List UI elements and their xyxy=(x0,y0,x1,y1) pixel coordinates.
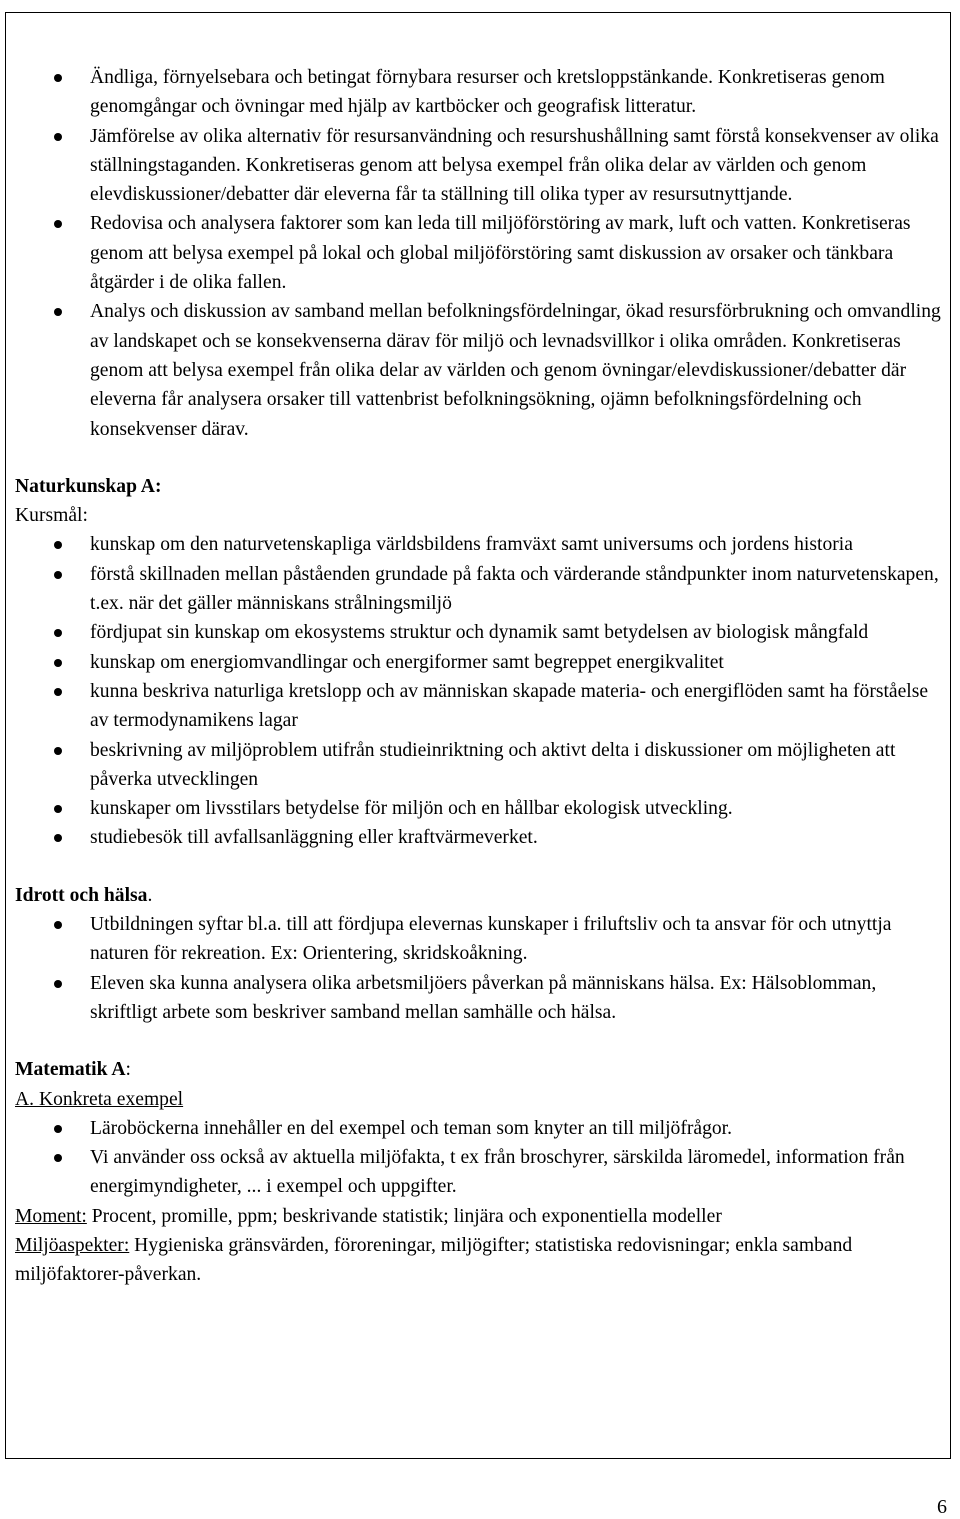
list-item: kunskap om energiomvandlingar och energiformer samt begreppet energikvalitet xyxy=(15,648,945,677)
bullet-icon xyxy=(54,834,62,842)
bullet-icon xyxy=(54,541,62,549)
bullet-icon xyxy=(54,747,62,755)
list-item: Läroböckerna innehåller en del exempel och teman som knyter an till miljöfrågor. xyxy=(15,1114,945,1143)
idrott-bullet-list xyxy=(15,910,945,1027)
bullet-icon xyxy=(54,1125,62,1133)
page-number: 6 xyxy=(937,1496,947,1518)
bullet-icon xyxy=(54,220,62,228)
matematik-bullet-list xyxy=(15,1114,945,1202)
intro-bullet-list xyxy=(15,63,945,444)
list-item: Eleven ska kunna analysera olika arbetsmiljöers påverkan på människans hälsa. Ex: Hälsoblomman, skriftligt arbete som beskriver samband mellan samhälle och hälsa. xyxy=(15,969,945,1028)
bullet-icon xyxy=(54,980,62,988)
bullet-icon xyxy=(54,805,62,813)
list-item: förstå skillnaden mellan påståenden grundade på fakta och värderande ståndpunkter inom naturvetenskapen, t.ex. när det gäller människans strålningsmiljö xyxy=(15,560,945,619)
list-item: kunskaper om livsstilars betydelse för miljön och en hållbar ekologisk utveckling. xyxy=(15,794,945,823)
bullet-icon xyxy=(54,308,62,316)
idrott-heading: Idrott och hälsa. xyxy=(15,884,153,906)
list-item: Utbildningen syftar bl.a. till att fördjupa elevernas kunskaper i friluftsliv och ta ansvar för och utnyttja naturen för rekreation. Ex: Orientering, skridskoåkning. xyxy=(15,910,945,969)
list-item: kunskap om den naturvetenskapliga världsbildens framväxt samt universums och jordens historia xyxy=(15,530,945,559)
naturkunskap-bullet-list xyxy=(15,530,945,852)
bullet-icon xyxy=(54,688,62,696)
list-item: Redovisa och analysera faktorer som kan leda till miljöförstöring av mark, luft och vatten. Konkretiseras genom att belysa exempel på lokal och global miljöförstöring samt diskussion av orsaker och tänkbara åtgärder i de olika fallen. xyxy=(15,209,945,297)
list-item: Ändliga, förnyelsebara och betingat förnybara resurser och kretsloppstänkande. Konkretiseras genom genomgångar och övningar med hjälp av kartböcker och geografisk litteratur. xyxy=(15,63,945,122)
list-item: Vi använder oss också av aktuella miljöfakta, t ex från broschyrer, särskilda läromedel, information från energimyndigheter, ... i exempel och uppgifter. xyxy=(15,1143,945,1202)
bullet-icon xyxy=(54,133,62,141)
konkreta-exempel-subheading: A. Konkreta exempel xyxy=(15,1088,184,1110)
bullet-icon xyxy=(54,74,62,82)
list-item: Analys och diskussion av samband mellan befolkningsfördelningar, ökad resursförbrukning och omvandling av landskapet och se konsekvenserna därav för miljö och levnadsvillkor i olika områden. Konkretiseras genom att belysa exempel från olika delar av världen och genom övningar/elevdiskussioner/debatter där eleverna får analysera orsaker till vattenbrist befolkningsökning, ojämn befolkningsfördelning och konsekvenser därav. xyxy=(15,297,945,443)
bullet-icon xyxy=(54,921,62,929)
document-content xyxy=(15,63,945,1290)
bullet-icon xyxy=(54,629,62,637)
list-item: Jämförelse av olika alternativ för resursanvändning och resurshushållning samt förstå konsekvenser av olika ställningstaganden. Konkretiseras genom att belysa exempel från olika delar av världen och genom elevdiskussioner/debatter där eleverna får ta ställning till olika typer av resursutnyttjande. xyxy=(15,122,945,210)
kursmal-subheading: Kursmål: xyxy=(15,505,88,527)
matematik-heading: Matematik A: xyxy=(15,1059,131,1081)
list-item: beskrivning av miljöproblem utifrån studieinriktning och aktivt delta i diskussioner om möjligheten att påverka utvecklingen xyxy=(15,736,945,795)
bullet-icon xyxy=(54,1154,62,1162)
naturkunskap-heading: Naturkunskap A: xyxy=(15,475,162,497)
miljoaspekter-paragraph: Miljöaspekter: Hygieniska gränsvärden, föroreningar, miljögifter; statistiska redovisningar; enkla samband miljöfaktorer-påverkan. xyxy=(15,1234,853,1286)
moment-paragraph: Moment: Procent, promille, ppm; beskrivande statistik; linjära och exponentiella modeller xyxy=(15,1205,722,1227)
bullet-icon xyxy=(54,571,62,579)
list-item: fördjupat sin kunskap om ekosystems struktur och dynamik samt betydelsen av biologisk mångfald xyxy=(15,618,945,647)
list-item: studiebesök till avfallsanläggning eller kraftvärmeverket. xyxy=(15,823,945,852)
bullet-icon xyxy=(54,659,62,667)
list-item: kunna beskriva naturliga kretslopp och av människan skapade materia- och energiflöden samt ha förståelse av termodynamikens lagar xyxy=(15,677,945,736)
